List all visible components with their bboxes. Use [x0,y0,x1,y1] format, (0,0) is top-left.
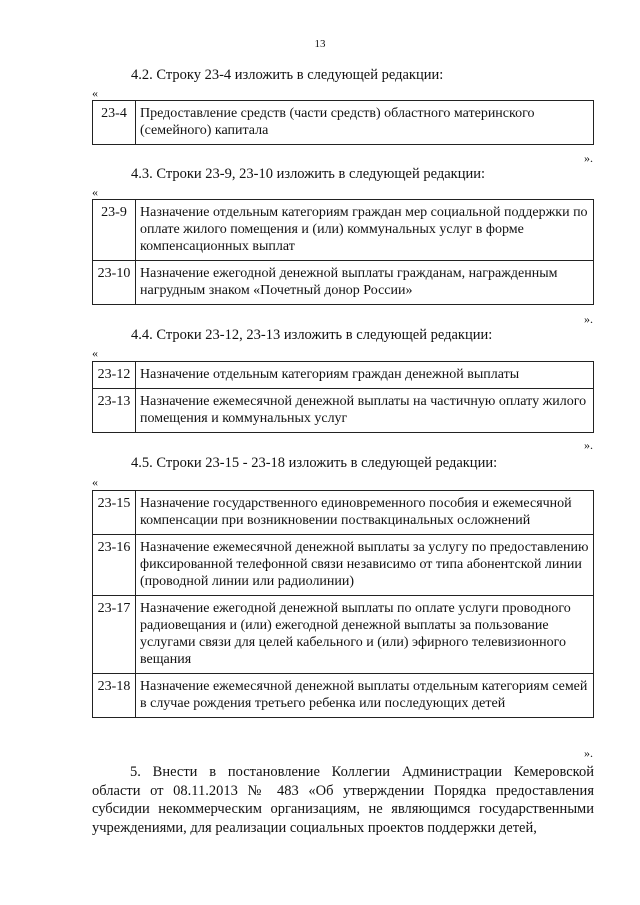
section-intro: 4.4. Строки 23-12, 23-13 изложить в следующей редакции: [131,327,493,343]
row-text: Назначение ежегодной денежной выплаты по оплате услуги проводного радиовещания и (или) ежегодной денежной выплаты за пользование услугами связи для целей кабельного и (или) эфирного телевизионного вещания [136,596,594,674]
table-row [93,596,594,674]
row-code: 23-15 [93,491,136,535]
closing-quote: ». [584,438,593,452]
rows-table [92,100,594,145]
row-code: 23-13 [93,389,136,433]
table-row [93,200,594,261]
table-row [93,261,594,305]
opening-quote: « [92,185,98,199]
paragraph-text: 5. Внести в постановление Коллегии Администрации Кемеровской области от 08.11.2013 № 483 «Об утверждении Порядка предоставления субсидии некоммерческим организациям, не являющимся государственными учреждениями, для реализации социальных проектов поддержки детей, [92,764,594,836]
rows-table [92,490,594,718]
row-code: 23-10 [93,261,136,305]
table-row [93,101,594,145]
section-intro: 4.3. Строки 23-9, 23-10 изложить в следующей редакции: [131,166,486,182]
page-number: 13 [314,38,326,50]
row-code: 23-12 [93,362,136,389]
opening-quote: « [92,86,98,100]
section-intro: 4.2. Строку 23-4 изложить в следующей редакции: [131,67,444,83]
row-text: Назначение отдельным категориям граждан денежной выплаты [136,362,594,389]
row-code: 23-16 [93,535,136,596]
table-row [93,491,594,535]
row-text: Назначение ежемесячной денежной выплаты за услугу по предоставлению фиксированной телефонной связи независимо от типа абонентской линии (проводной линии или радиолинии) [136,535,594,596]
row-code: 23-17 [93,596,136,674]
row-text: Назначение отдельным категориям граждан мер социальной поддержки по оплате жилого помещения и (или) коммунальных услуг в форме компенсационных выплат [136,200,594,261]
table-row [93,674,594,718]
row-text: Предоставление средств (части средств) областного материнского (семейного) капитала [136,101,594,145]
row-text: Назначение ежемесячной денежной выплаты отдельным категориям семей в случае рождения третьего ребенка или последующих детей [136,674,594,718]
row-text: Назначение ежемесячной денежной выплаты на частичную оплату жилого помещения и коммунальных услуг [136,389,594,433]
opening-quote: « [92,346,98,360]
row-code: 23-4 [93,101,136,145]
body-paragraph [92,763,594,837]
closing-quote: ». [584,312,593,326]
table-row [93,362,594,389]
closing-quote: ». [584,746,593,760]
row-text: Назначение государственного единовременного пособия и ежемесячной компенсации при возникновении поствакцинальных осложнений [136,491,594,535]
section-intro: 4.5. Строки 23-15 - 23-18 изложить в следующей редакции: [131,455,498,471]
rows-table [92,199,594,305]
row-code: 23-18 [93,674,136,718]
table-row [93,535,594,596]
row-text: Назначение ежегодной денежной выплаты гражданам, награжденным нагрудным знаком «Почетный донор России» [136,261,594,305]
row-code: 23-9 [93,200,136,261]
rows-table [92,361,594,433]
opening-quote: « [92,475,98,489]
closing-quote: ». [584,151,593,165]
table-row [93,389,594,433]
